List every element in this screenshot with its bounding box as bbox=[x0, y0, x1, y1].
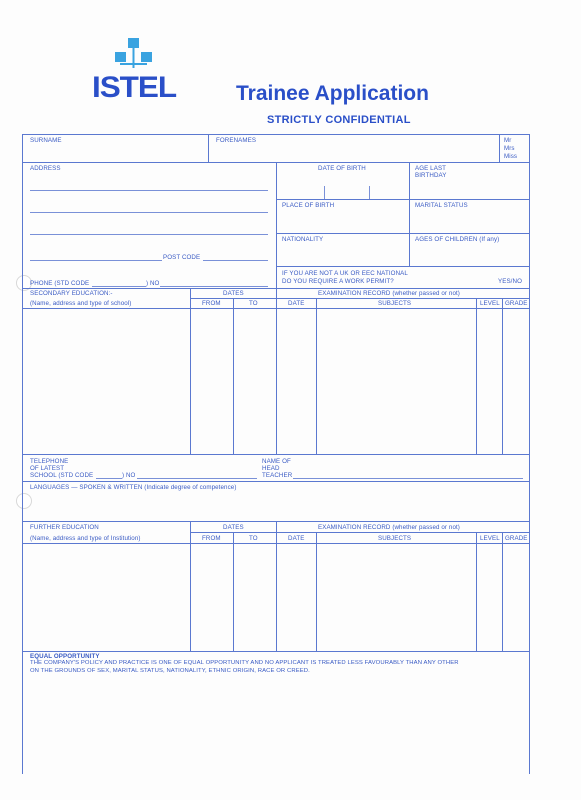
phone-label: PHONE (STD CODE bbox=[30, 280, 90, 287]
secondary-exam-record-header: EXAMINATION RECORD (whether passed or not) bbox=[318, 290, 460, 297]
date-of-birth-label: DATE OF BIRTH bbox=[318, 165, 366, 172]
languages-label: LANGUAGES — SPOKEN & WRITTEN (Indicate degree of competence) bbox=[30, 484, 237, 491]
further-education-entry-area[interactable] bbox=[23, 544, 189, 650]
further-subjects-header: SUBJECTS bbox=[378, 535, 412, 542]
nationality-label: NATIONALITY bbox=[282, 236, 324, 243]
school-telephone-label-1: TELEPHONE bbox=[30, 458, 69, 465]
secondary-education-entry-area[interactable] bbox=[23, 309, 189, 453]
equal-opportunity-text-2: ON THE GROUNDS OF SEX, MARITAL STATUS, NATIONALITY, ETHNIC ORIGIN, RACE OR CREED. bbox=[30, 668, 310, 674]
post-code-label: POST CODE bbox=[163, 254, 201, 261]
school-telephone-label-2: OF LATEST bbox=[30, 465, 65, 472]
title-mr[interactable]: Mr bbox=[504, 137, 512, 144]
school-telephone-label-3: SCHOOL (STD CODE bbox=[30, 472, 94, 479]
ages-of-children-label: AGES OF CHILDREN (If any) bbox=[415, 236, 500, 243]
page-title: Trainee Application bbox=[236, 82, 429, 105]
secondary-date-header: DATE bbox=[288, 300, 305, 307]
birthday-label: BIRTHDAY bbox=[415, 172, 447, 179]
languages-entry-area[interactable] bbox=[23, 492, 528, 520]
post-code-field[interactable] bbox=[203, 260, 268, 261]
marital-status-label: MARITAL STATUS bbox=[415, 202, 468, 209]
age-last-label: AGE LAST bbox=[415, 165, 447, 172]
further-subheading: (Name, address and type of Institution) bbox=[30, 535, 141, 542]
place-of-birth-label: PLACE OF BIRTH bbox=[282, 202, 335, 209]
secondary-grade-header: GRADE bbox=[505, 300, 528, 307]
title-miss[interactable]: Miss bbox=[504, 153, 518, 160]
equal-opportunity-heading: EQUAL OPPORTUNITY bbox=[30, 653, 100, 660]
further-level-header: LEVEL bbox=[480, 535, 500, 542]
further-grade-header: GRADE bbox=[505, 535, 528, 542]
secondary-to-header: TO bbox=[249, 300, 258, 307]
further-dates-header: DATES bbox=[223, 524, 244, 531]
forenames-label: FORENAMES bbox=[216, 137, 257, 144]
title-mrs[interactable]: Mrs bbox=[504, 145, 515, 152]
secondary-subheading: (Name, address and type of school) bbox=[30, 300, 132, 307]
page-subtitle: STRICTLY CONFIDENTIAL bbox=[267, 114, 411, 126]
head-teacher-label-3: TEACHER bbox=[262, 472, 293, 479]
address-line-2[interactable] bbox=[30, 212, 268, 213]
school-std-code-field[interactable] bbox=[96, 478, 122, 479]
surname-label: SURNAME bbox=[30, 137, 62, 144]
head-teacher-field[interactable] bbox=[293, 478, 523, 479]
secondary-dates-header: DATES bbox=[223, 290, 244, 297]
further-date-header: DATE bbox=[288, 535, 305, 542]
further-from-header: FROM bbox=[202, 535, 221, 542]
logo bbox=[92, 38, 182, 108]
school-telephone-no-label: ) NO bbox=[122, 472, 136, 479]
further-education-heading: FURTHER EDUCATION bbox=[30, 524, 99, 531]
phone-no-label: ) NO bbox=[146, 280, 160, 287]
secondary-subjects-header: SUBJECTS bbox=[378, 300, 412, 307]
phone-std-field[interactable] bbox=[92, 286, 146, 287]
address-label: ADDRESS bbox=[30, 165, 61, 172]
logo-text: ISTEL bbox=[92, 71, 177, 104]
logo-mark-icon bbox=[110, 38, 162, 74]
school-telephone-no-field[interactable] bbox=[137, 478, 257, 479]
address-line-4[interactable] bbox=[30, 260, 162, 261]
head-teacher-label-2: HEAD bbox=[262, 465, 280, 472]
further-to-header: TO bbox=[249, 535, 258, 542]
work-permit-line-1: IF YOU ARE NOT A UK OR EEC NATIONAL bbox=[282, 270, 408, 277]
phone-no-field[interactable] bbox=[160, 286, 268, 287]
yes-no-option[interactable]: YES/NO bbox=[498, 278, 522, 285]
head-teacher-label-1: NAME OF bbox=[262, 458, 291, 465]
address-line-3[interactable] bbox=[30, 234, 268, 235]
secondary-level-header: LEVEL bbox=[480, 300, 500, 307]
further-exam-record-header: EXAMINATION RECORD (whether passed or not) bbox=[318, 524, 460, 531]
equal-opportunity-text-1: THE COMPANY'S POLICY AND PRACTICE IS ONE OF EQUAL OPPORTUNITY AND NO APPLICANT IS TREATED LESS FAVOURABLY THAN ANY OTHER bbox=[30, 660, 459, 666]
secondary-education-heading: SECONDARY EDUCATION:- bbox=[30, 290, 113, 297]
work-permit-line-2: DO YOU REQUIRE A WORK PERMIT? bbox=[282, 278, 394, 285]
address-line-1[interactable] bbox=[30, 190, 268, 191]
secondary-from-header: FROM bbox=[202, 300, 221, 307]
